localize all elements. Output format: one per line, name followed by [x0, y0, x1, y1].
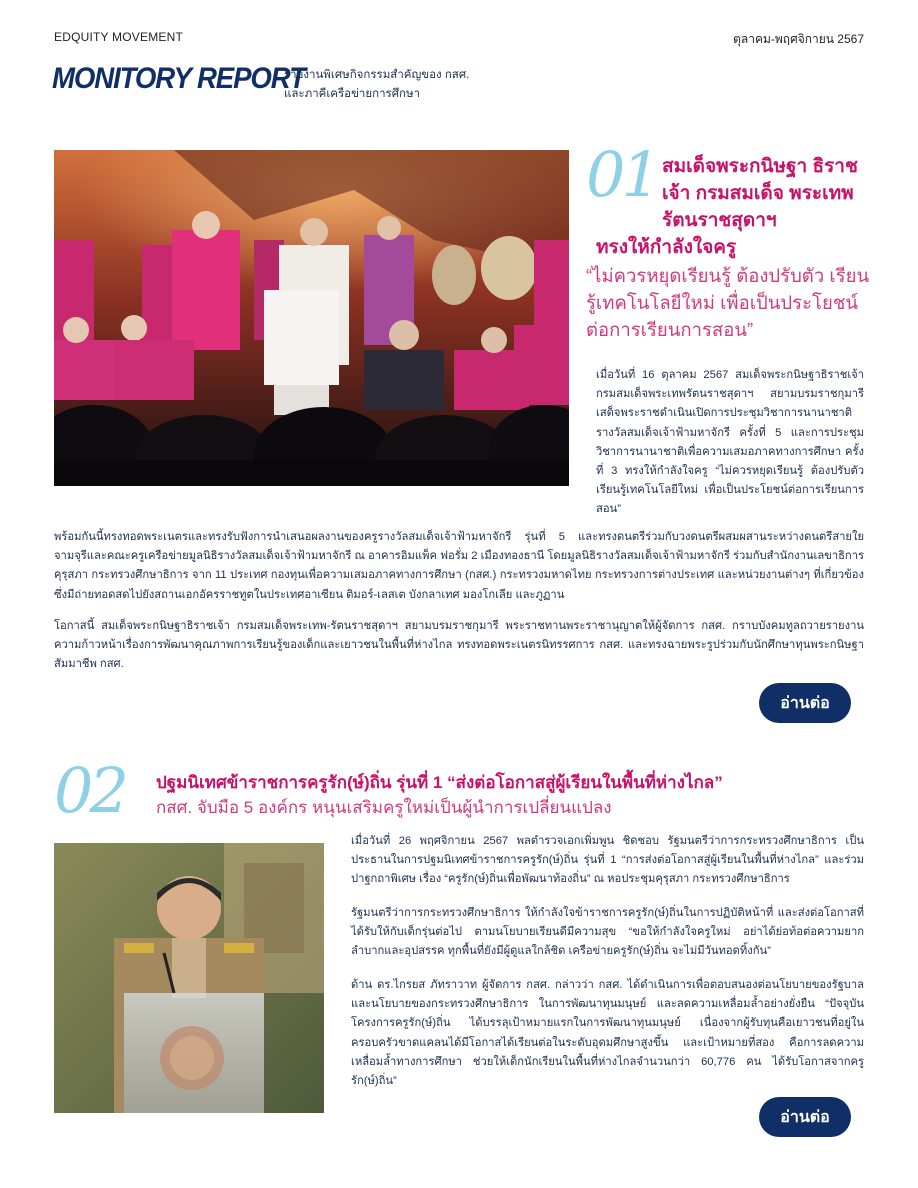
article1-paragraph-2: พร้อมกันนี้ทรงทอดพระเนตรและทรงรับฟังการนำเสนอผลงานของครูรางวัลสมเด็จเจ้าฟ้ามหาจักรี รุ่นที่ 5 และทรงดนตรีร่วมกับวงดนตรีผสมผสานระหว่างดนตรีสายใยจามจุรีและคณะครูเครือข่ายมูลนิธิรางวัลสมเด็จเจ้าฟ้ามหาจักรี ณ อาคารอิมแพ็ค ฟอรั่ม 2 เมืองทองธานี โดยมูลนิธิรางวัลสมเด็จเจ้าฟ้ามหาจักรี ร่วมกับสำนักงานเลขาธิการคุรุสภา กระทรวงศึกษาธิการ จาก 11 ประเทศ กองทุนเพื่อความเสมอภาคทางการศึกษา (กสศ.) กระทรวงมหาดไทย กระทรวงการต่างประเทศ และหน่วยงานต่างๆ ที่เกี่ยวข้อง ซึ่งมีถ่ายทอดสดไปยังสถานเอกอัครราชทูตในประเทศอาเซียน ติมอร์-เลสเต บังกลาเทศ มองโกเลีย และภูฏาน: [54, 531, 864, 601]
article1-photo: [54, 150, 569, 486]
article1-quote: “ไม่ควรหยุดเรียนรู้ ต้องปรับตัว เรียนรู้เทคโนโลยีใหม่ เพื่อเป็นประโยชน์ต่อการเรียนการสอน”: [586, 265, 870, 340]
article2-paragraph-1: เมื่อวันที่ 26 พฤศจิกายน 2567 พลตำรวจเอกเพิ่มพูน ชิดชอบ รัฐมนตรีว่าการกระทรวงศึกษาธิการ เป็นประธานในการปฐมนิเทศข้าราชการครูรัก(ษ์)ถิ่น รุ่นที่ 1 “การส่งต่อโอกาสสู่ผู้เรียนในพื้นที่ห่างไกล” และร่วมปาฐกถาพิเศษ เรื่อง “ครูรัก(ษ์)ถิ่นเพื่อพัฒนาท้องถิ่น” ณ หอประชุมคุรุสภา กระทรวงศึกษาธิการ: [351, 835, 864, 886]
subtitle-line-1: รายงานพิเศษกิจกรรมสำคัญของ กสศ.: [284, 69, 470, 81]
article1-headline: สมเด็จพระกนิษฐา ธิราชเจ้า กรมสมเด็จ พระเทพรัตนราชสุดาฯ: [662, 156, 858, 231]
report-subtitle: [284, 66, 544, 104]
article2-number: 02: [54, 754, 125, 827]
article1-read-more-button[interactable]: อ่านต่อ: [759, 683, 851, 723]
report-logo: MONITORY REPORT: [52, 62, 305, 95]
issue-date: ตุลาคม-พฤศจิกายน 2567: [733, 32, 864, 46]
article2-photo: [54, 843, 324, 1113]
subtitle-line-2: และภาคีเครือข่ายการศึกษา: [284, 88, 421, 100]
article2-headline: ปฐมนิเทศข้าราชการครูรัก(ษ์)ถิ่น รุ่นที่ 1 “ส่งต่อโอกาสสู่ผู้เรียนในพื้นที่ห่างไกล”: [156, 773, 723, 792]
article1-paragraph-3: โอกาสนี้ สมเด็จพระกนิษฐาธิราชเจ้า กรมสมเด็จพระเทพ-รัตนราชสุดาฯ สยามบรมราชกุมารี พระราชทานพระราชานุญาตให้ผู้จัดการ กสศ. กราบบังคมทูลถวายรายงานความก้าวหน้าเรื่องการพัฒนาคุณภาพการเรียนรู้ของเด็กและเยาวชนในพื้นที่ห่างไกล ทรงทอดพระเนตรนิทรรศการ กสศ. และทรงฉายพระรูปร่วมกับนักศึกษาทุนพระกนิษฐาสัมมาชีพ กสศ.: [54, 620, 864, 671]
article2-paragraph-2: รัฐมนตรีว่าการกระทรวงศึกษาธิการ ให้กำลังใจข้าราชการครูรัก(ษ์)ถิ่นในการปฏิบัติหน้าที่ และส่งต่อโอกาสที่ได้รับให้กับเด็กรุ่นต่อไป ตามนโยบายเรียนดีมีความสุข “ขอให้กำลังใจครูใหม่ อย่าได้ย่อท้อต่อความยากลำบากและอุปสรรค ทุกพื้นที่ยังมีผู้ดูแลใกล้ชิด เครือข่ายครูรัก(ษ์)ถิ่น จะไม่มีวันทอดทิ้งกัน”: [351, 907, 864, 958]
article1-number: 01: [586, 138, 657, 211]
article1-headline-2: ทรงให้กำลังใจครู: [596, 237, 737, 258]
article1-paragraph-1: เมื่อวันที่ 16 ตุลาคม 2567 สมเด็จพระกนิษฐาธิราชเจ้า กรมสมเด็จพระเทพรัตนราชสุดาฯ สยามบรมราชกุมารี เสด็จพระราชดำเนินเปิดการประชุมวิชาการนานาชาติรางวัลสมเด็จเจ้าฟ้ามหาจักรี ครั้งที่ 5 และการประชุมวิชาการนานาชาติเพื่อความเสมอภาคทางการศึกษา ครั้งที่ 3 ทรงให้กำลังใจครู “ไม่ควรหยุดเรียนรู้ ต้องปรับตัว เรียนรู้เทคโนโลยีใหม่ เพื่อเป็นประโยชน์ต่อการเรียนการสอน”: [596, 369, 864, 516]
article2-paragraph-3: ด้าน ดร.ไกรยส ภัทราวาท ผู้จัดการ กสศ. กล่าวว่า กสศ. ได้ดำเนินการเพื่อตอบสนองต่อนโยบายของรัฐบาลและนโยบายของกระทรวงศึกษาธิการ ในการพัฒนาทุนมนุษย์ และลดความเหลื่อมล้ำอย่างยั่งยืน “ปัจจุบันโครงการครูรัก(ษ์)ถิ่น ได้บรรลุเป้าหมายแรกในการพัฒนาทุนมนุษย์ เนื่องจากผู้รับทุนคือเยาวชนที่อยู่ในครอบครัวขาดแคลนได้มีโอกาสได้เรียนต่อในระดับอุดมศึกษาสูงขึ้น และเป้าหมายที่สอง คือการลดความเหลื่อมล้ำทางการศึกษา ช่วยให้เด็กนักเรียนในพื้นที่ห่างไกลจำนวนกว่า 60,776 คน ได้รับโอกาสจากครูรัก(ษ์)ถิ่น”: [351, 979, 864, 1088]
article2-subheadline: กสศ. จับมือ 5 องค์กร หนุนเสริมครูใหม่เป็นผู้นำการเปลี่ยนแปลง: [156, 798, 612, 817]
brand-name: EDQUITY MOVEMENT: [54, 30, 183, 44]
article2-read-more-button[interactable]: อ่านต่อ: [759, 1097, 851, 1137]
